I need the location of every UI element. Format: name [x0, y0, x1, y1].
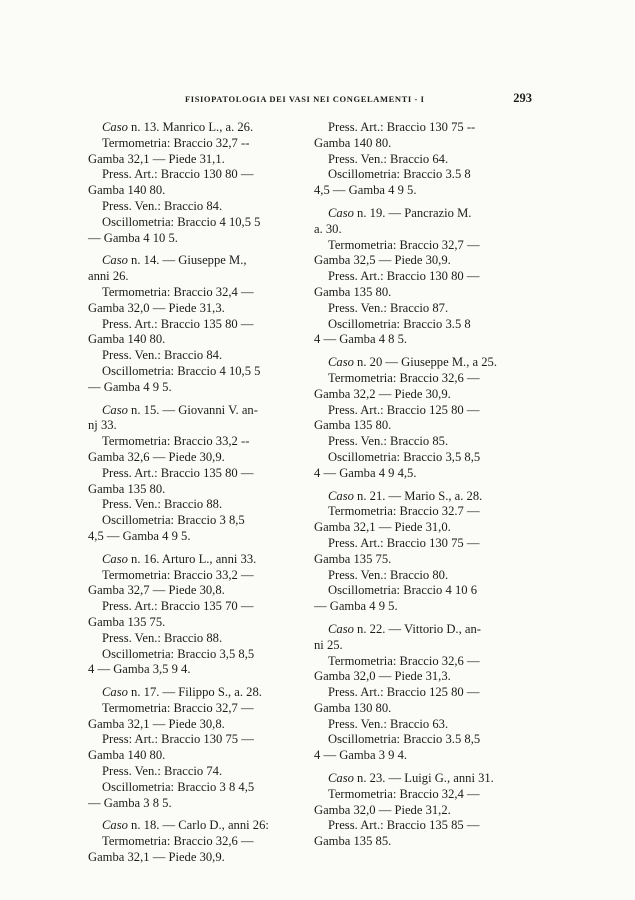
case-entry — [88, 685, 295, 811]
text-line — [314, 183, 520, 199]
line-text: Termometria: Braccio 32,7 -- — [102, 135, 250, 150]
page-number: 293 — [513, 91, 532, 105]
case-label: Caso — [328, 621, 354, 636]
text-line — [314, 787, 520, 803]
text-line — [314, 803, 520, 819]
line-text: Termometria: Braccio 32,6 — — [328, 370, 480, 385]
line-text: Press. Art.: Braccio 135 85 — — [328, 818, 480, 833]
text-line — [88, 199, 295, 215]
line-text: Termometria: Braccio 32,4 — — [102, 284, 254, 299]
text-line — [314, 466, 520, 482]
text-line — [314, 253, 520, 269]
text-line — [314, 120, 520, 136]
case-label: Caso — [328, 488, 354, 503]
line-text: Termometria: Braccio 32.7 — — [328, 504, 480, 519]
line-text: Press: Art.: Braccio 130 75 — — [102, 732, 254, 747]
line-text: n. 13. Manrico L., a. 26. — [127, 120, 254, 134]
text-line — [314, 536, 520, 552]
line-text: Termometria: Braccio 33,2 -- — [102, 434, 250, 449]
text-line — [88, 568, 295, 584]
line-text: Gamba 32,2 — Piede 30,9. — [314, 386, 451, 401]
text-line — [88, 120, 295, 136]
line-text: 4 — Gamba 3 9 4. — [314, 748, 408, 763]
line-text: Gamba 32,0 — Piede 31,2. — [314, 802, 451, 817]
text-line — [88, 599, 295, 615]
text-line — [314, 238, 520, 254]
line-text: ni 25. — [314, 637, 343, 652]
line-text: Gamba 135 80. — [88, 481, 166, 496]
line-text: Press. Ven.: Braccio 63. — [328, 716, 449, 731]
text-line — [88, 403, 295, 419]
text-line — [88, 631, 295, 647]
line-text: Termometria: Braccio 32,6 — — [328, 653, 480, 668]
line-text: Gamba 140 80. — [88, 183, 166, 198]
text-line — [314, 332, 520, 348]
case-entry — [314, 771, 520, 850]
line-text: Press. Art.: Braccio 130 80 — — [102, 167, 254, 182]
text-line — [88, 662, 295, 678]
case-label: Caso — [102, 402, 128, 417]
text-line — [314, 434, 520, 450]
line-text: Gamba 32,7 — Piede 30,8. — [88, 583, 225, 598]
line-text: Press. Ven.: Braccio 88. — [102, 630, 223, 645]
line-text: Termometria: Braccio 32,7 — — [102, 700, 254, 715]
line-text: Gamba 140 80. — [88, 332, 166, 347]
case-label: Caso — [102, 253, 128, 268]
line-text: n. 15. — Giovanni V. an- — [127, 402, 258, 417]
text-line — [314, 717, 520, 733]
line-text: Press. Art.: Braccio 130 75 — — [328, 535, 480, 550]
text-line — [314, 403, 520, 419]
line-text: Press. Art.: Braccio 135 80 — — [102, 316, 254, 331]
right-column — [314, 120, 520, 857]
line-text: n. 22. — Vittorio D., an- — [353, 621, 481, 636]
line-text: Press. Ven.: Braccio 84. — [102, 198, 223, 213]
line-text: Oscillometria: Braccio 3 8,5 — [102, 513, 245, 528]
text-line — [314, 152, 520, 168]
text-line — [314, 622, 520, 638]
case-entry — [314, 120, 520, 199]
line-text: Termometria: Braccio 32,4 — — [328, 786, 480, 801]
line-text: Gamba 140 80. — [314, 135, 392, 150]
text-line — [88, 183, 295, 199]
line-text: Press. Ven.: Braccio 85. — [328, 434, 449, 449]
text-line — [314, 136, 520, 152]
text-line — [88, 615, 295, 631]
case-entry — [314, 622, 520, 764]
line-text: Gamba 32,6 — Piede 30,9. — [88, 449, 225, 464]
text-line — [88, 834, 295, 850]
line-text: Oscillometria: Braccio 4 10 6 — [328, 583, 477, 598]
line-text: Press. Ven.: Braccio 80. — [328, 567, 449, 582]
line-text: anni 26. — [88, 269, 129, 284]
text-line — [88, 301, 295, 317]
line-text: Press. Ven.: Braccio 64. — [328, 151, 449, 166]
text-line — [88, 136, 295, 152]
line-text: nj 33. — [88, 418, 117, 433]
text-line — [88, 780, 295, 796]
text-line — [88, 152, 295, 168]
text-line — [88, 685, 295, 701]
text-line — [314, 818, 520, 834]
case-label: Caso — [328, 205, 354, 220]
case-label: Caso — [328, 771, 354, 786]
text-line — [314, 269, 520, 285]
line-text: n. 14. — Giuseppe M., — [127, 253, 247, 268]
text-line — [314, 285, 520, 301]
text-line — [88, 647, 295, 663]
line-text: Gamba 32,0 — Piede 31,3. — [314, 669, 451, 684]
line-text: Press. Ven.: Braccio 87. — [328, 300, 449, 315]
text-line — [88, 380, 295, 396]
line-text: Oscillometria: Braccio 4 10,5 5 — [102, 214, 261, 229]
text-line — [314, 669, 520, 685]
text-line — [314, 701, 520, 717]
case-label: Caso — [102, 685, 128, 700]
text-line — [88, 231, 295, 247]
text-line — [88, 818, 295, 834]
text-line — [88, 269, 295, 285]
case-label: Caso — [102, 551, 128, 566]
case-entry — [88, 403, 295, 545]
line-text: n. 17. — Filippo S., a. 28. — [127, 685, 262, 700]
text-line — [88, 513, 295, 529]
text-line — [314, 520, 520, 536]
left-column — [88, 120, 295, 873]
text-line — [88, 167, 295, 183]
line-text: 4 — Gamba 3,5 9 4. — [88, 662, 191, 677]
text-line — [88, 850, 295, 866]
line-text: Gamba 32,1 — Piede 30,9. — [88, 850, 225, 865]
case-entry — [88, 552, 295, 678]
text-line — [314, 552, 520, 568]
line-text: — Gamba 4 10 5. — [88, 230, 178, 245]
line-text: Oscillometria: Braccio 4 10,5 5 — [102, 363, 261, 378]
text-line — [314, 206, 520, 222]
line-text: Press. Art.: Braccio 135 70 — — [102, 599, 254, 614]
text-line — [314, 732, 520, 748]
text-line — [88, 482, 295, 498]
text-line — [88, 529, 295, 545]
line-text: Gamba 130 80. — [314, 700, 392, 715]
line-text: Termometria: Braccio 33,2 — — [102, 567, 254, 582]
line-text: Press. Art.: Braccio 130 80 — — [328, 269, 480, 284]
case-entry — [88, 253, 295, 395]
text-line — [314, 685, 520, 701]
text-line — [314, 355, 520, 371]
line-text: Press. Ven.: Braccio 88. — [102, 497, 223, 512]
text-line — [314, 834, 520, 850]
text-line — [88, 732, 295, 748]
line-text: n. 16. Arturo L., anni 33. — [127, 551, 257, 566]
text-line — [88, 253, 295, 269]
text-line — [88, 796, 295, 812]
text-line — [314, 638, 520, 654]
line-text: 4,5 — Gamba 4 9 5. — [88, 528, 191, 543]
case-entry — [88, 818, 295, 865]
line-text: Oscillometria: Braccio 3,5 8,5 — [102, 646, 255, 661]
case-entry — [88, 120, 295, 246]
text-line — [314, 654, 520, 670]
line-text: Termometria: Braccio 32,7 — — [328, 237, 480, 252]
case-label: Caso — [102, 818, 128, 833]
case-entry — [314, 489, 520, 615]
line-text: Press. Ven.: Braccio 74. — [102, 764, 223, 779]
text-line — [314, 504, 520, 520]
text-line — [88, 748, 295, 764]
text-line — [88, 701, 295, 717]
text-line — [88, 434, 295, 450]
line-text: Oscillometria: Braccio 3,5 8,5 — [328, 449, 481, 464]
line-text: Gamba 135 85. — [314, 834, 392, 849]
text-line — [314, 568, 520, 584]
line-text: n. 23. — Luigi G., anni 31. — [353, 771, 494, 786]
case-label: Caso — [102, 120, 128, 134]
text-line — [314, 599, 520, 615]
running-title: FISIOPATOLOGIA DEI VASI NEI CONGELAMENTI - I — [185, 94, 425, 104]
line-text: Press. Art.: Braccio 130 75 -- — [328, 120, 476, 134]
text-line — [88, 317, 295, 333]
text-line — [88, 418, 295, 434]
text-line — [314, 371, 520, 387]
line-text: Gamba 32,5 — Piede 30,9. — [314, 253, 451, 268]
text-line — [88, 332, 295, 348]
line-text: — Gamba 4 9 5. — [314, 599, 398, 614]
text-line — [88, 717, 295, 733]
text-line — [88, 285, 295, 301]
text-line — [314, 489, 520, 505]
line-text: 4 — Gamba 4 9 4,5. — [314, 465, 417, 480]
text-line — [88, 450, 295, 466]
line-text: Gamba 135 80. — [314, 418, 392, 433]
line-text: Gamba 135 80. — [314, 284, 392, 299]
line-text: n. 18. — Carlo D., anni 26: — [127, 818, 269, 833]
line-text: Termometria: Braccio 32,6 — — [102, 834, 254, 849]
text-line — [314, 450, 520, 466]
line-text: Gamba 32,0 — Piede 31,3. — [88, 300, 225, 315]
case-entry — [314, 206, 520, 348]
text-line — [314, 222, 520, 238]
text-line — [314, 387, 520, 403]
text-line — [88, 466, 295, 482]
text-line — [314, 418, 520, 434]
line-text: 4 — Gamba 4 8 5. — [314, 332, 408, 347]
case-label: Caso — [328, 355, 354, 370]
line-text: Press. Art.: Braccio 125 80 — — [328, 685, 480, 700]
line-text: Oscillometria: Braccio 3 8 4,5 — [102, 779, 255, 794]
line-text: n. 20 — Giuseppe M., a 25. — [353, 355, 497, 370]
line-text: Gamba 135 75. — [88, 614, 166, 629]
line-text: — Gamba 3 8 5. — [88, 795, 172, 810]
line-text: Gamba 32,1 — Piede 30,8. — [88, 716, 225, 731]
case-entry — [314, 355, 520, 481]
line-text: Press. Art.: Braccio 125 80 — — [328, 402, 480, 417]
text-line — [88, 552, 295, 568]
text-line — [314, 301, 520, 317]
text-line — [88, 215, 295, 231]
text-line — [88, 497, 295, 513]
text-line — [314, 167, 520, 183]
text-line — [88, 764, 295, 780]
line-text: 4,5 — Gamba 4 9 5. — [314, 183, 417, 198]
line-text: Press. Art.: Braccio 135 80 — — [102, 465, 254, 480]
line-text: n. 21. — Mario S., a. 28. — [353, 488, 483, 503]
text-line — [314, 317, 520, 333]
text-line — [88, 348, 295, 364]
line-text: Oscillometria: Braccio 3.5 8 — [328, 167, 471, 182]
line-text: Gamba 140 80. — [88, 748, 166, 763]
text-line — [314, 583, 520, 599]
line-text: Gamba 135 75. — [314, 551, 392, 566]
line-text: Press. Ven.: Braccio 84. — [102, 348, 223, 363]
line-text: Oscillometria: Braccio 3.5 8 — [328, 316, 471, 331]
text-line — [314, 771, 520, 787]
line-text: — Gamba 4 9 5. — [88, 379, 172, 394]
text-line — [314, 748, 520, 764]
text-line — [88, 364, 295, 380]
line-text: n. 19. — Pancrazio M. — [353, 205, 472, 220]
line-text: Gamba 32,1 — Piede 31,1. — [88, 151, 225, 166]
text-line — [88, 583, 295, 599]
line-text: a. 30. — [314, 221, 342, 236]
line-text: Gamba 32,1 — Piede 31,0. — [314, 520, 451, 535]
line-text: Oscillometria: Braccio 3.5 8,5 — [328, 732, 481, 747]
